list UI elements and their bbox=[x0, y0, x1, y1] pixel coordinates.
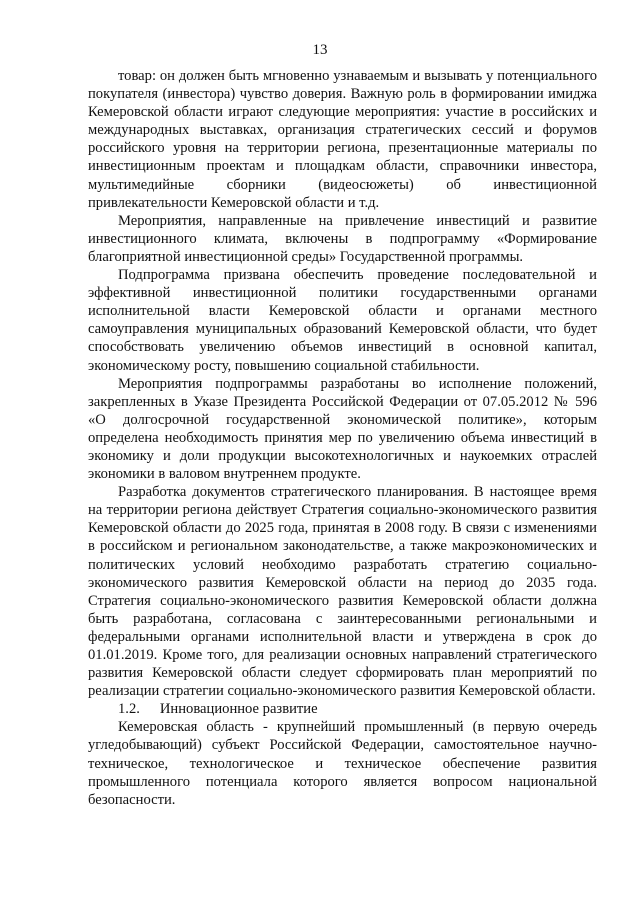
paragraph-investment-measures: Мероприятия, направленные на привлечение инвестиций и развитие инвестиционного климата, включены в подпрограмму «Формирование благоприятной инвестиционной среды» Государственной программы. bbox=[88, 212, 597, 265]
paragraph-subprogram-purpose: Подпрограмма призвана обеспечить проведение последовательной и эффективной инвестиционной политики государственными органами исполнительной власти Кемеровской области и органами местного самоуправления муниципальных образований Кемеровской области, что будет способствовать увеличению объемов инвестиций в основной капитал, экономическому росту, повышению социальной стабильности. bbox=[88, 267, 597, 374]
paragraph-strategic-planning: Разработка документов стратегического планирования. В настоящее время на территории региона действует Стратегия социально-экономического развития Кемеровской области до 2025 года, принятая в 2008 году. В связи с изменениями в российском и региональном законодательстве, а также макроэкономических и политических условий необходимо разработать стратегию социально-экономического развития Кемеровской области на период до 2035 года. Стратегия социально-экономического развития Кемеровской области должна быть разработана, согласована с заинтересованными региональными и федеральными органами исполнительной власти и утверждена в срок до 01.01.2019. Кроме того, для реализации основных направлений стратегического развития Кемеровской области следует сформировать план мероприятий по реализации стратегии социально-экономического развития Кемеровской области. bbox=[88, 484, 597, 700]
page-number: 13 bbox=[312, 42, 328, 58]
section-title: Инновационное развитие bbox=[159, 701, 318, 718]
section-number: 1.2. bbox=[118, 701, 140, 718]
paragraph-image-promotion: товар: он должен быть мгновенно узнаваемым и вызывать у потенциального покупателя (инвестора) чувство доверия. Важную роль в формировании имиджа Кемеровской области играют следующие мероприятия: участие в российских и международных выставках, организация стратегических сессий и форумов российского уровня на территории региона, презентационные материалы по инвестиционным проектам и площадкам области, справочники инвестора, мультимедийные сборники (видеосюжеты) об инвестиционной привлекательности Кемеровской области и т.д. bbox=[88, 68, 597, 211]
section-heading bbox=[88, 700, 597, 718]
paragraph-presidential-decree: Мероприятия подпрограммы разработаны во исполнение положений, закрепленных в Указе Президента Российской Федерации от 07.05.2012 № 596 «О долгосрочной государственной экономической политике», которым определена необходимость принятия мер по увеличению объема инвестиций в экономику и доли продукции высокотехнологичных и наукоемких отраслей экономики в валовом внутреннем продукте. bbox=[88, 375, 597, 483]
body-text bbox=[88, 67, 597, 809]
paragraph-kemerovo-industry: Кемеровская область - крупнейший промышленный (в первую очередь угледобывающий) субъект Российской Федерации, самостоятельное научно-техническое, технологическое и техническое обеспечение развития промышленного потенциала которого является вопросом национальной безопасности. bbox=[88, 719, 597, 808]
